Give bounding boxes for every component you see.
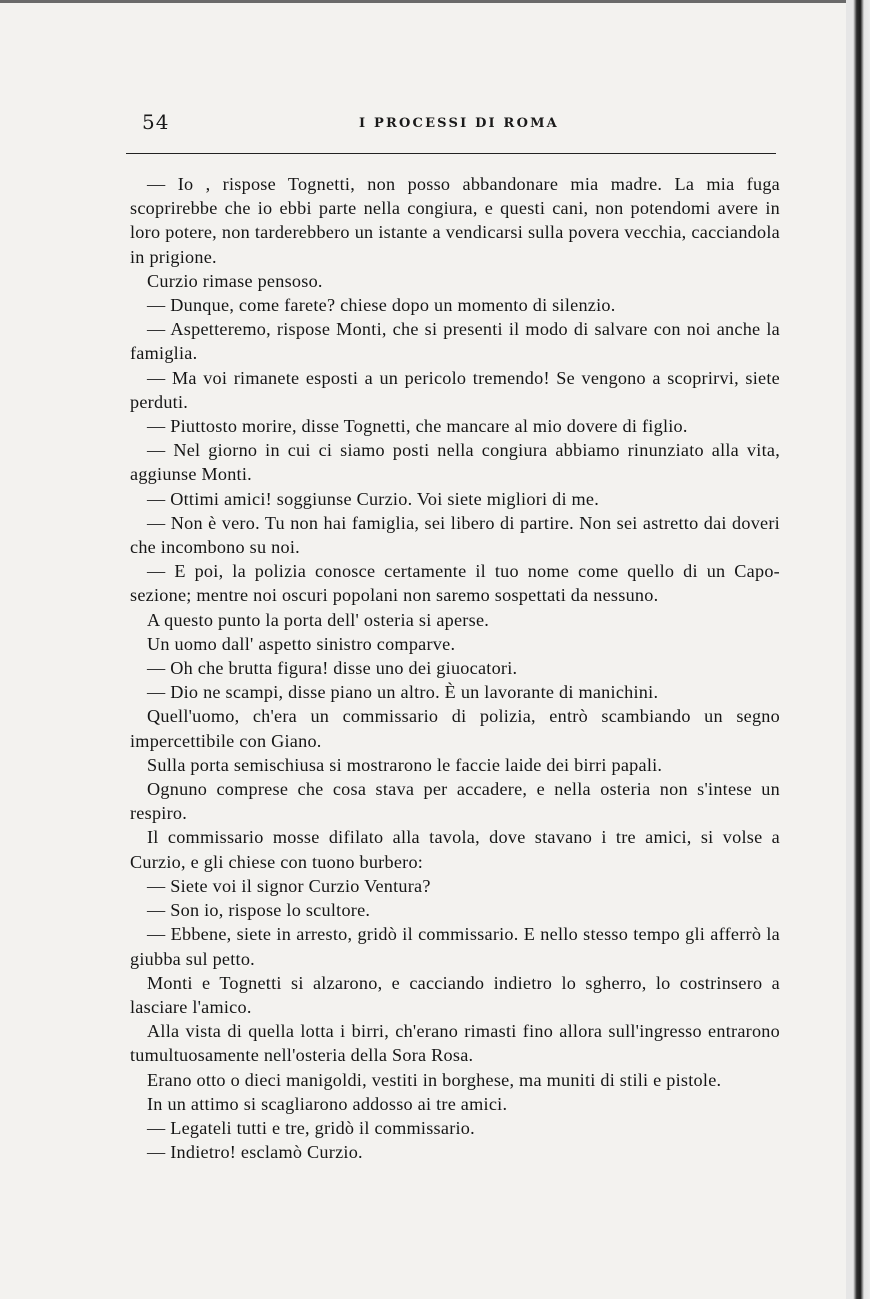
header-rule: [126, 153, 776, 154]
paragraph: In un attimo si scagliarono addosso ai tre amici.: [147, 1093, 508, 1114]
paragraph: Curzio rimase pensoso.: [147, 270, 323, 291]
paragraph: — Non è vero. Tu non hai famiglia, sei libero di partire. Non sei astretto dai doveri che incombono su noi.: [130, 512, 780, 558]
body-text: [130, 172, 780, 1164]
paragraph: — Ebbene, siete in arresto, gridò il commissario. E nello stesso tempo gli afferrò la giubba sul petto.: [130, 924, 780, 969]
paragraph: — Ottimi amici! soggiunse Curzio. Voi siete migliori di me.: [147, 488, 600, 509]
paragraph: — Oh che brutta figura! disse uno dei giuocatori.: [147, 658, 518, 679]
page-number: 54: [142, 110, 170, 134]
paragraph: — Nel giorno in cui ci siamo posti nella congiura abbiamo rinunziato alla vita, aggiunse Monti.: [130, 440, 780, 485]
paragraph: — E poi, la polizia conosce certamente il tuo nome come quello di un Capo-sezione; mentre noi oscuri popolani non saremo sospettati da nessuno.: [130, 561, 780, 606]
paragraph: Quell'uomo, ch'era un commissario di polizia, entrò scambiando un segno impercettibile con Giano.: [130, 706, 780, 751]
paragraph: A questo punto la porta dell' osteria si aperse.: [147, 609, 490, 630]
paragraph: — Son io, rispose lo scultore.: [147, 900, 371, 921]
running-title: I PROCESSI DI ROMA: [359, 116, 559, 131]
paragraph: — Io , rispose Tognetti, non posso abbandonare mia madre. La mia fuga scoprirebbe che io ebbi parte nella congiura, e questi cani, non potendomi avere in loro potere, non tarderebbero un istante a vendicarsi sulla povera vecchia, cacciandola in prigione.: [130, 174, 780, 267]
page-top-edge: [0, 0, 870, 3]
paragraph: Il commissario mosse difilato alla tavola, dove stavano i tre amici, si volse a Curzio, e gli chiese con tuono burbero:: [130, 827, 780, 872]
paragraph: Ognuno comprese che cosa stava per accadere, e nella osteria non s'intese un respiro.: [130, 779, 780, 824]
paragraph: — Indietro! esclamò Curzio.: [147, 1142, 363, 1163]
paragraph: Erano otto o dieci manigoldi, vestiti in borghese, ma muniti di stili e pistole.: [147, 1069, 722, 1090]
paragraph: — Dio ne scampi, disse piano un altro. È un lavorante di manichini.: [147, 682, 659, 703]
paragraph: Un uomo dall' aspetto sinistro comparve.: [147, 633, 456, 654]
paragraph: — Dunque, come farete? chiese dopo un momento di silenzio.: [147, 295, 616, 316]
page-header: [142, 110, 776, 138]
paragraph: Monti e Tognetti si alzarono, e cacciando indietro lo sgherro, lo costrinsero a lasciare l'amico.: [130, 972, 780, 1017]
paragraph: — Piuttosto morire, disse Tognetti, che mancare al mio dovere di figlio.: [147, 416, 688, 437]
paragraph: Sulla porta semischiusa si mostrarono le faccie laide dei birri papali.: [147, 754, 663, 775]
book-gutter-edge: [846, 0, 870, 1299]
paragraph: — Siete voi il signor Curzio Ventura?: [147, 875, 431, 896]
paragraph: — Legateli tutti e tre, gridò il commissario.: [147, 1117, 475, 1138]
paragraph: — Ma voi rimanete esposti a un pericolo tremendo! Se vengono a scoprirvi, siete perduti.: [130, 367, 780, 412]
paragraph: Alla vista di quella lotta i birri, ch'erano rimasti fino allora sull'ingresso entrarono tumultuosamente nell'osteria della Sora Rosa.: [130, 1021, 780, 1066]
paragraph: — Aspetteremo, rispose Monti, che si presenti il modo di salvare con noi anche la famiglia.: [130, 319, 780, 364]
